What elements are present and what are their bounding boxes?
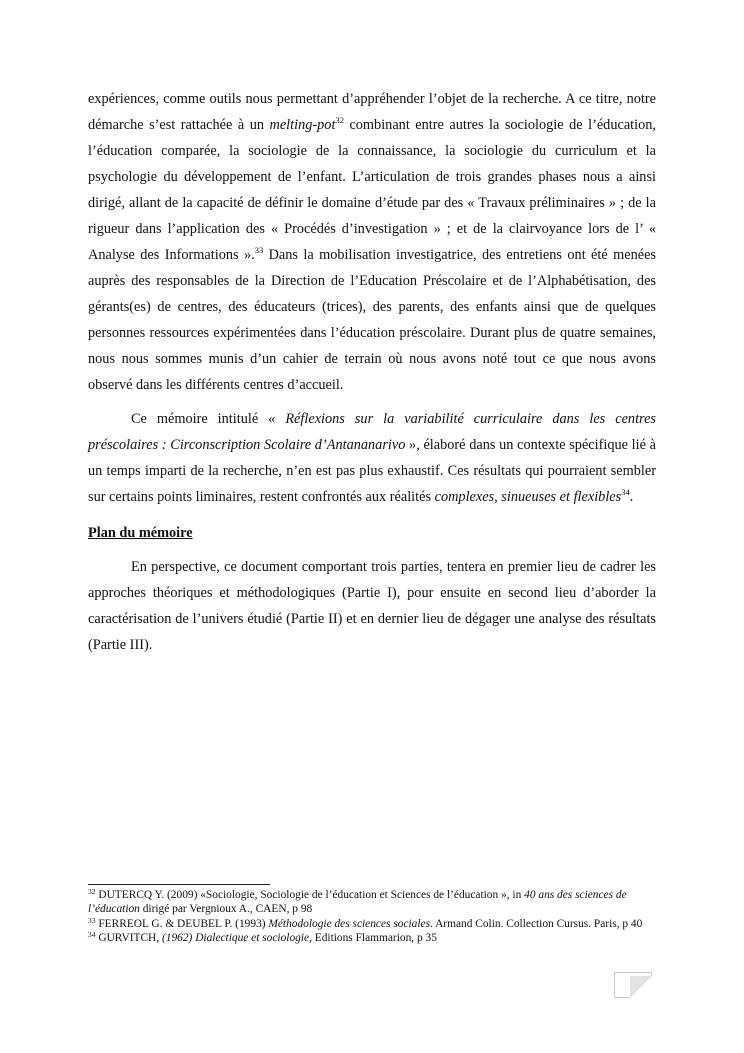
page-number-badge [614,972,652,998]
paragraph-3: En perspective, ce document comportant trois parties, tentera en premier lieu de cadrer les approches théoriques et méthodologiques (Partie I), pour ensuite en second lieu d’aborder la caractérisation de l’univers étudié (Partie II) et en dernier lieu de dégager une analyse des résultats (Partie III). [88,559,656,653]
footnote-34: $^{34}$ GURVITCH, (1962) Dialectique et sociologie, Editions Flammarion, p 35 [88,929,437,944]
paragraph-1: expériences, comme outils nous permettant d’appréhender l’objet de la recherche. A ce titre, notre démarche s’est rattachée à un melting-pot$^{32}$ combinant entre autres la sociologie de l’éducation, l’éducation comparée, la sociologie de la connaissance, la sociologie du curriculum et la psychologie du développement de l’enfant. L’articulation de trois grandes phases nous a ainsi dirigé, allant de la capacité de définir le domaine d’étude par des « Travaux préliminaires » ; de la rigueur dans l’application des « Procédés d’investigation » ; et de la clairvoyance lors de l’ « Analyse des Informations ».$^{33}$ Dans la mobilisation investigatrice, des entretiens ont été menées auprès des responsables de la Direction de l’Education Préscolaire et de l’Alphabétisation, des gérants(es) de centres, des éducateurs (trices), des parents, des enfants ainsi que de quelques personnes ressources expérimentées dans l’éducation préscolaire. Durant plus de quatre semaines, nous nous sommes munis d’un cahier de terrain où nous avons noté tout ce que nous avons observé dans les différents centres d’accueil. [88,91,656,393]
footnote-33: $^{33}$ FERREOL G. & DEUBEL P. (1993) Méthodologie des sciences sociales. Armand Colin. Collection Cursus. Paris, p 40 [88,915,643,930]
memoir-title: Réflexions sur la variabilité curriculaire dans les centres préscolaires : Circonscription Scolaire d’Antananarivo [88,411,656,453]
footnotes [88,884,656,945]
footnote-divider [88,884,270,885]
footnote-32: $^{32}$ DUTERCQ Y. (2009) «Sociologie, Sociologie de l’éducation et Sciences de l’éducation », in 40 ans des sciences de l’éducation dirigé par Vergnioux A., CAEN, p 98 [88,887,627,916]
page-number: 5 [629,979,637,991]
footnote-ref-33: 33 [254,245,264,255]
document-body [88,86,656,658]
footnote-ref-32: 32 [335,115,344,125]
section-heading: Plan du mémoire [88,525,193,541]
melting-pot-term: melting-pot [269,117,336,133]
realities-phrase: complexes, sinueuses et flexibles [434,489,622,505]
footnote-ref-34: 34 [621,487,630,497]
page-curl-icon [630,976,652,998]
paragraph-2: Ce mémoire intitulé « Réflexions sur la variabilité curriculaire dans les centres préscolaires : Circonscription Scolaire d’Antananarivo », élaboré dans un contexte spécifique lié à un temps imparti de la recherche, n’en est pas plus exhaustif. Ces résultats qui pourraient sembler sur certains points liminaires, restent confrontés aux réalités complexes, sinueuses et flexibles$^{34}$. [88,411,656,505]
